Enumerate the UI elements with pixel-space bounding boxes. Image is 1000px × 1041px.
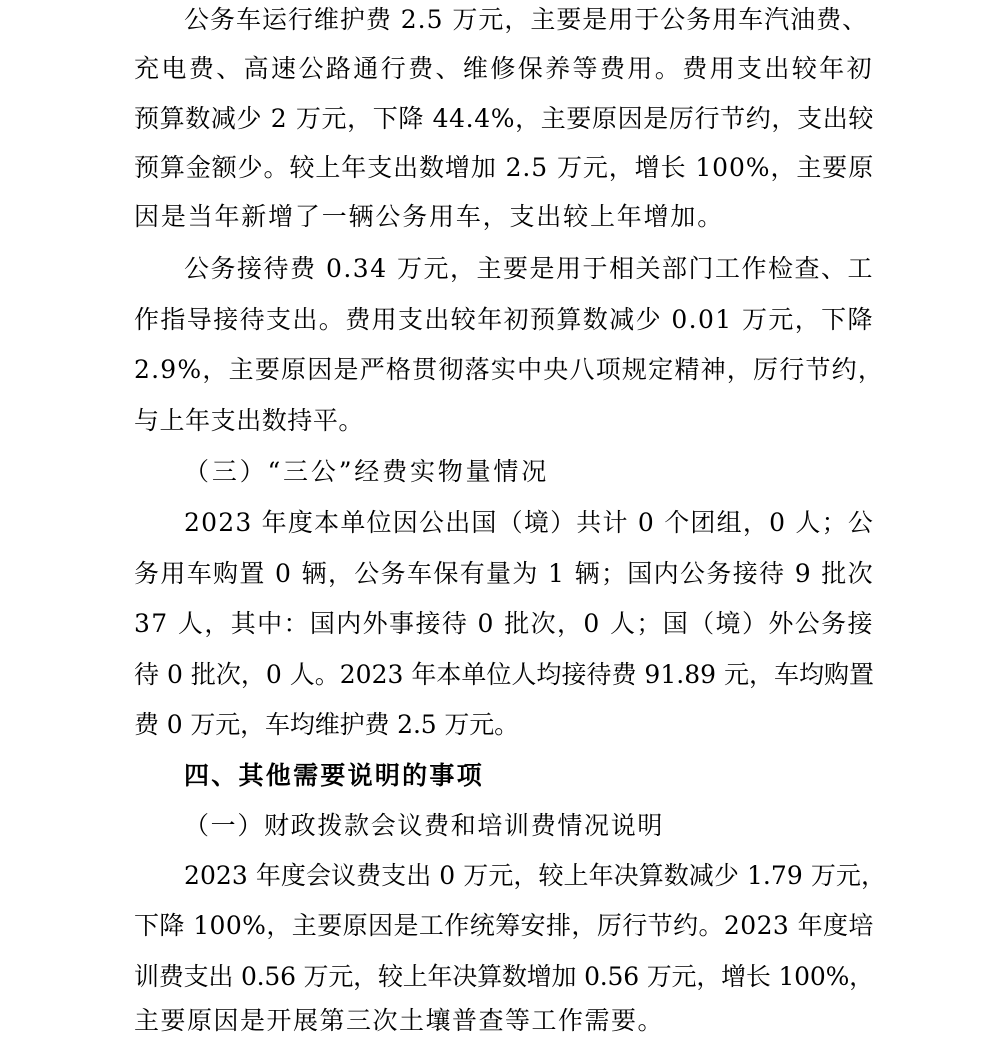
text-line xyxy=(0,148,1000,188)
paragraph-text: 与上年支出数持平。 xyxy=(134,406,364,435)
paragraph-text: 37 人，其中：国内外事接待 0 批次，0 人；国（境）外公务接 xyxy=(134,609,874,638)
paragraph-text: 待 0 批次，0 人。2023 年本单位人均接待费 91.89 元，车均购置 xyxy=(134,660,875,689)
paragraph-text: 公务接待费 0.34 万元，主要是用于相关部门工作检查、工 xyxy=(184,254,875,283)
paragraph-text: 公务车运行维护费 2.5 万元，主要是用于公务用车汽油费、 xyxy=(184,5,869,34)
text-line xyxy=(0,197,1000,237)
paragraph-text: 2023 年度会议费支出 0 万元，较上年决算数减少 1.79 万元， xyxy=(184,861,887,890)
paragraph-text: 预算数减少 2 万元，下降 44.4%，主要原因是厉行节约，支出较 xyxy=(134,104,874,133)
section-heading-4: 四、其他需要说明的事项 xyxy=(184,761,484,790)
text-line xyxy=(0,249,1000,289)
text-line xyxy=(0,655,1000,695)
paragraph-text: 务用车购置 0 辆，公务车保有量为 1 辆；国内公务接待 9 批次 xyxy=(134,559,874,588)
text-line xyxy=(0,452,1000,492)
text-line xyxy=(0,1001,1000,1041)
text-line xyxy=(0,0,1000,40)
text-line xyxy=(0,705,1000,745)
text-line xyxy=(0,604,1000,644)
text-line xyxy=(0,503,1000,543)
text-line xyxy=(0,856,1000,896)
text-line xyxy=(0,957,1000,997)
section-heading-4-1: （一）财政拨款会议费和培训费情况说明 xyxy=(184,811,665,840)
text-line xyxy=(0,806,1000,846)
paragraph-text: 充电费、高速公路通行费、维修保养等费用。费用支出较年初 xyxy=(134,54,875,83)
text-line xyxy=(0,350,1000,390)
paragraph-text: 2023 年度本单位因公出国（境）共计 0 个团组，0 人；公 xyxy=(184,508,875,537)
text-line xyxy=(0,99,1000,139)
text-line xyxy=(0,49,1000,89)
section-heading-3: （三）“三公”经费实物量情况 xyxy=(184,457,550,486)
paragraph-text: 预算金额少。较上年支出数增加 2.5 万元，增长 100%，主要原 xyxy=(134,153,875,182)
paragraph-text: 下降 100%，主要原因是工作统筹安排，厉行节约。2023 年度培 xyxy=(134,911,874,940)
paragraph-text: 训费支出 0.56 万元，较上年决算数增加 0.56 万元，增长 100%， xyxy=(134,962,874,991)
paragraph-text: 因是当年新增了一辆公务用车，支出较上年增加。 xyxy=(134,202,725,231)
text-line xyxy=(0,554,1000,594)
text-line xyxy=(0,300,1000,340)
paragraph-text: 费 0 万元，车均维护费 2.5 万元。 xyxy=(134,710,520,739)
text-line xyxy=(0,401,1000,441)
paragraph-text: 主要原因是开展第三次土壤普查等工作需要。 xyxy=(134,1006,665,1035)
text-line xyxy=(0,906,1000,946)
paragraph-text: 2.9%，主要原因是严格贯彻落实中央八项规定精神，厉行节约， xyxy=(134,355,885,384)
paragraph-text: 作指导接待支出。费用支出较年初预算数减少 0.01 万元，下降 xyxy=(134,305,874,334)
text-line xyxy=(0,756,1000,796)
